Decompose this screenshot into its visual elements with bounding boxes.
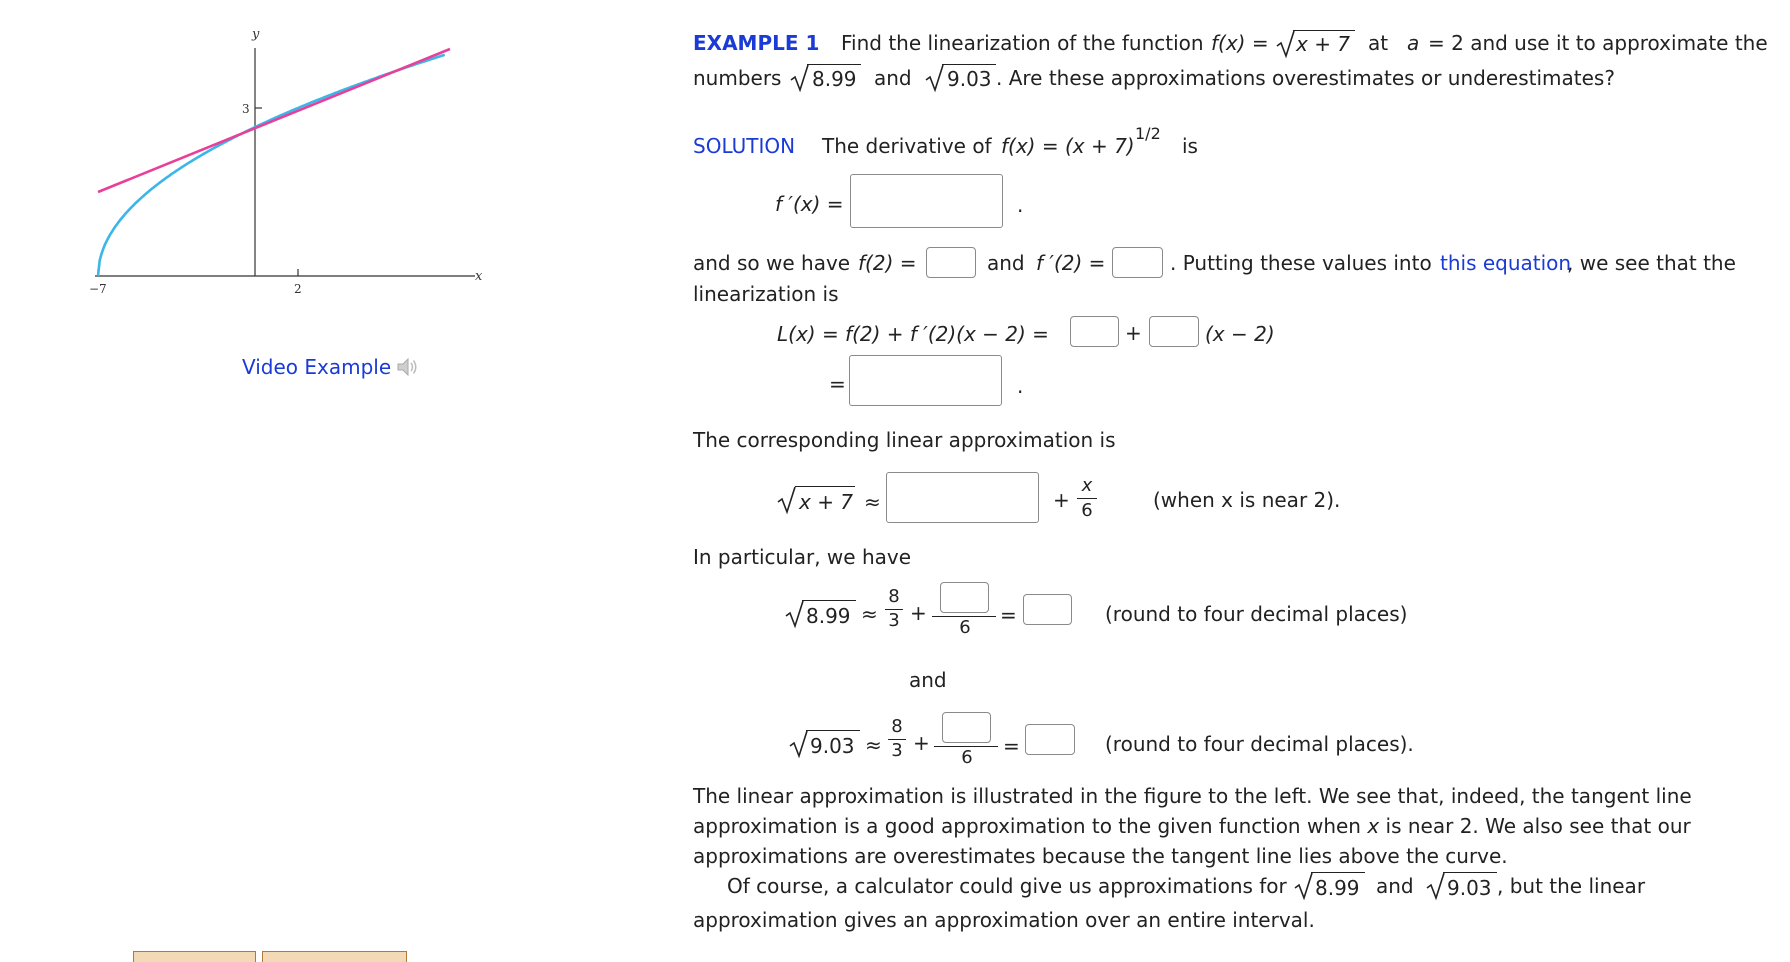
para-4b: , but the linear [1497, 874, 1646, 898]
approx-sign: ≈ [864, 490, 881, 514]
and-label: and [874, 66, 912, 90]
bottom-button-1[interactable] [133, 951, 256, 962]
putting-end: , we see that the [1567, 251, 1736, 275]
approx-sqrt-arg: x + 7 [799, 490, 854, 514]
num-8-99: 8.99 [812, 67, 857, 91]
linear-approx-box[interactable] [886, 472, 1039, 523]
frac-6: 6 [1081, 500, 1093, 521]
p1-eq: = [1000, 603, 1017, 627]
p2-numerator-box[interactable] [942, 712, 991, 743]
para-4a: Of course, a calculator could give us approximations for [727, 874, 1287, 898]
numbers-label: numbers [693, 66, 782, 90]
para-5: approximation gives an approximation over an entire interval. [693, 908, 1315, 932]
f2-label: f(2) = [858, 251, 917, 275]
dot-2: . [1017, 374, 1024, 398]
p2-den: 3 [891, 740, 903, 761]
p2-arg: 9.03 [810, 734, 855, 758]
round-note-2: (round to four decimal places). [1105, 732, 1414, 756]
p2-den6: 6 [961, 747, 973, 768]
p1-result-box[interactable] [1023, 594, 1072, 625]
video-example-link[interactable] [242, 355, 420, 379]
fx-power: f(x) = (x + 7) [1001, 134, 1135, 158]
fp2-answer-box[interactable] [1112, 247, 1163, 278]
p1-arg: 8.99 [806, 604, 851, 628]
sqrt-arg: x + 7 [1296, 32, 1351, 56]
Lx-formula: L(x) = f(2) + f ′(2)(x − 2) = [777, 322, 1049, 346]
and-fp2-label: and [987, 251, 1025, 275]
corresponding-label: The corresponding linear approximation is [693, 428, 1116, 452]
and-middle: and [909, 668, 947, 692]
solution-label: SOLUTION [693, 134, 796, 158]
tick-label-neg7: −7 [89, 282, 107, 296]
exponent: 1/2 [1135, 124, 1161, 143]
derivative-intro: The derivative of [822, 134, 992, 158]
p1-plus: + [910, 601, 927, 625]
dot-1: . [1017, 193, 1024, 217]
L-final-box[interactable] [849, 355, 1002, 406]
p2-result-box[interactable] [1025, 724, 1075, 755]
para-2: approximation is a good approximation to the given function when x is near 2. We also see that our [693, 814, 1691, 838]
question-text: . Are these approximations overestimates or underestimates? [996, 66, 1615, 90]
equals-sign: = [829, 372, 846, 396]
p1-approx: ≈ [861, 602, 878, 626]
x-minus-2: (x − 2) [1205, 322, 1275, 346]
function-graph [80, 20, 520, 340]
tangent-line [98, 49, 450, 192]
para4-and: and [1376, 874, 1414, 898]
fx-label: f(x) = [1211, 31, 1269, 55]
y-axis-label: y [252, 27, 260, 42]
fp2-label: f ′(2) = [1036, 251, 1106, 275]
example-line1: Find the linearization of the function [841, 31, 1204, 55]
p1-den: 3 [888, 610, 900, 631]
para4-n1: 8.99 [1315, 876, 1360, 900]
tick-label-3: 3 [242, 102, 250, 116]
L-coef-box[interactable] [1149, 316, 1199, 347]
when-note: (when x is near 2). [1153, 488, 1341, 512]
a-value: = 2 and use it to approximate the [1428, 31, 1768, 55]
at-label: at [1368, 31, 1389, 55]
p2-eq: = [1003, 734, 1020, 758]
is-label: is [1182, 134, 1198, 158]
round-note-1: (round to four decimal places) [1105, 602, 1408, 626]
fprime-answer-box[interactable] [850, 174, 1003, 228]
f2-answer-box[interactable] [926, 247, 976, 278]
frac-x: x [1081, 475, 1093, 496]
bottom-button-2[interactable] [262, 951, 407, 962]
tick-label-2: 2 [294, 282, 302, 296]
linearization-label: linearization is [693, 282, 839, 306]
p2-num: 8 [891, 716, 903, 737]
para-3: approximations are overestimates because the tangent line lies above the curve. [693, 844, 1508, 868]
p1-num: 8 [888, 586, 900, 607]
sqrt-sign [1276, 29, 1296, 63]
p2-approx: ≈ [865, 733, 882, 757]
this-equation-link[interactable]: this equation [1440, 251, 1572, 275]
example-title: EXAMPLE 1 [693, 31, 820, 55]
sqrt-curve [98, 55, 445, 276]
a-var: a [1407, 31, 1420, 55]
particular-label: In particular, we have [693, 545, 912, 569]
putting-label: . Putting these values into [1170, 251, 1432, 275]
para4-n2: 9.03 [1447, 876, 1492, 900]
x-axis-label: x [475, 269, 483, 284]
para-1: The linear approximation is illustrated in the figure to the left. We see that, indeed, the tangent line [693, 784, 1692, 808]
speaker-icon[interactable] [396, 356, 420, 378]
video-example-label[interactable]: Video Example [242, 355, 392, 379]
L-const-box[interactable] [1070, 316, 1119, 347]
have-label: and so we have [693, 251, 851, 275]
fprime-label: f ′(x) = [775, 192, 844, 216]
p2-plus: + [913, 731, 930, 755]
plus-sign: + [1125, 321, 1142, 345]
p1-den6: 6 [959, 617, 971, 638]
p1-numerator-box[interactable] [940, 582, 989, 613]
num-9-03: 9.03 [947, 67, 992, 91]
plus-sign-2: + [1053, 488, 1070, 512]
